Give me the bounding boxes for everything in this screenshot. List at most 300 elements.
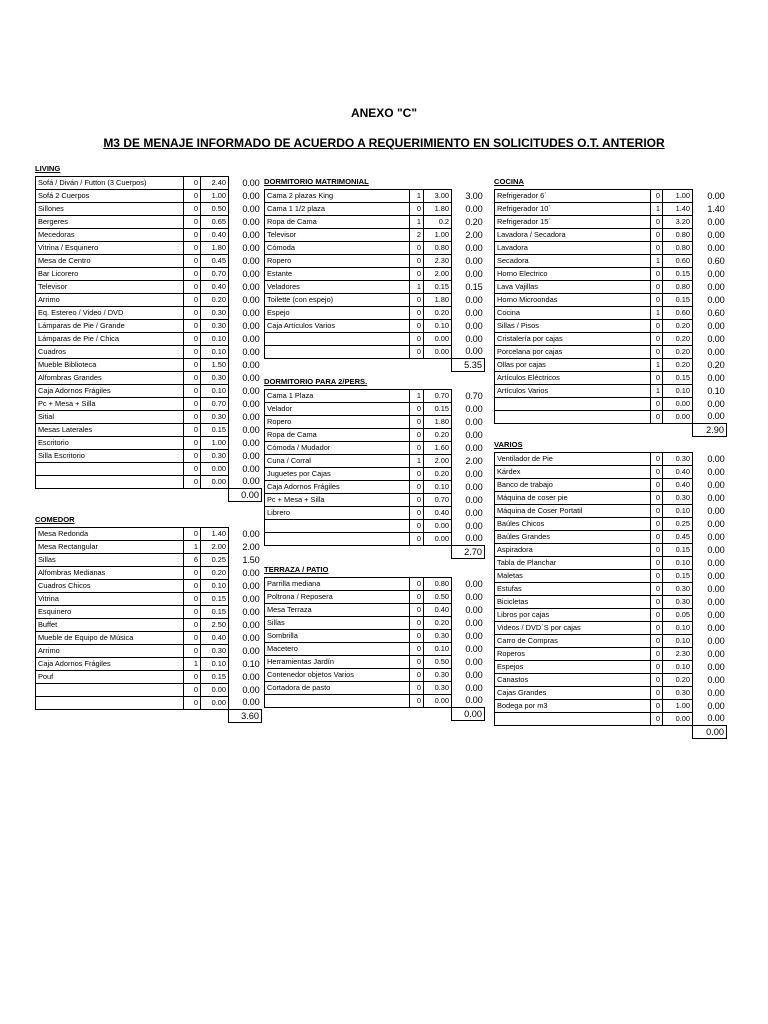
- item-total-m3: 0.00: [707, 570, 725, 581]
- item-unit-m3: 0.30: [663, 452, 693, 465]
- item-unit-m3: 0.40: [663, 478, 693, 491]
- item-name: Cuna / Corral: [265, 454, 410, 467]
- table-row: [495, 280, 727, 293]
- item-total-m3: 0.20: [707, 359, 725, 370]
- item-total-m3: 0.00: [242, 567, 260, 578]
- table-row: [265, 228, 485, 241]
- item-total-m3: 0.00: [465, 494, 483, 505]
- table-row: [495, 582, 727, 595]
- spacer: [36, 488, 229, 501]
- table-row: [265, 332, 485, 345]
- table-row: [36, 371, 262, 384]
- document-subtitle: M3 DE MENAJE INFORMADO DE ACUERDO A REQUERIMIENTO EN SOLICITUDES O.T. ANTERIOR: [103, 136, 665, 150]
- item-total-m3: 0.00: [242, 346, 260, 357]
- item-quantity: 0: [651, 634, 663, 647]
- item-name: Silla Escritorio: [36, 449, 184, 462]
- item-quantity: 0: [410, 532, 424, 545]
- item-quantity: 0: [651, 569, 663, 582]
- table-row: [36, 670, 262, 683]
- item-total-m3: 0.00: [707, 518, 725, 529]
- item-quantity: 0: [410, 306, 424, 319]
- table-row: [265, 577, 485, 590]
- item-quantity: 0: [184, 215, 201, 228]
- item-total-m3: 0.00: [465, 346, 483, 357]
- item-quantity: 0: [184, 683, 201, 696]
- table-row: [265, 241, 485, 254]
- item-name: Libros por cajas: [495, 608, 651, 621]
- item-quantity: 0: [410, 681, 424, 694]
- spacer: [265, 707, 452, 720]
- item-name: Lavadora / Secadora: [495, 228, 651, 241]
- table-cocina: [494, 189, 727, 437]
- item-quantity: 1: [184, 540, 201, 553]
- item-total-m3: 0.00: [465, 617, 483, 628]
- item-quantity: 0: [651, 491, 663, 504]
- item-quantity: 0: [410, 241, 424, 254]
- item-total-m3: 0.00: [242, 450, 260, 461]
- spacer: [495, 423, 693, 436]
- item-unit-m3: 0.80: [424, 241, 452, 254]
- item-unit-m3: 2.30: [424, 254, 452, 267]
- table-row: [495, 241, 727, 254]
- table-row: [495, 504, 727, 517]
- item-name: [36, 696, 184, 709]
- item-total-m3: 0.00: [242, 528, 260, 539]
- table-row: [265, 655, 485, 668]
- section-terraza: [264, 564, 485, 721]
- table-row: [265, 293, 485, 306]
- item-total-m3: 0.10: [707, 385, 725, 396]
- item-total-m3: 0.60: [707, 255, 725, 266]
- item-name: Cajas Grandes: [495, 686, 651, 699]
- item-unit-m3: 0.20: [424, 306, 452, 319]
- item-name: Arrimo: [36, 644, 184, 657]
- item-unit-m3: 2.00: [201, 540, 229, 553]
- item-unit-m3: 0.10: [424, 480, 452, 493]
- item-quantity: 0: [651, 608, 663, 621]
- item-name: Caja Adornos Frágiles: [265, 480, 410, 493]
- table-row: [495, 491, 727, 504]
- item-name: Librero: [265, 506, 410, 519]
- item-quantity: 0: [184, 202, 201, 215]
- item-name: Sofá / Diván / Futton (3 Cuerpos): [36, 176, 184, 189]
- table-row: [265, 532, 485, 545]
- item-quantity: 0: [410, 694, 424, 707]
- item-unit-m3: 0.40: [201, 631, 229, 644]
- item-unit-m3: 0.40: [424, 506, 452, 519]
- item-name: Mecedoras: [36, 228, 184, 241]
- table-row: [36, 449, 262, 462]
- item-name: Estufas: [495, 582, 651, 595]
- item-unit-m3: 0.00: [663, 397, 693, 410]
- item-name: Aspiradora: [495, 543, 651, 556]
- table-row: [36, 332, 262, 345]
- item-unit-m3: 0.45: [201, 254, 229, 267]
- item-quantity: 0: [184, 306, 201, 319]
- item-name: Ventilador de Pie: [495, 452, 651, 465]
- table-row: [36, 423, 262, 436]
- item-quantity: 0: [410, 402, 424, 415]
- item-name: Ropero: [265, 415, 410, 428]
- table-row: [495, 397, 727, 410]
- item-name: Kárdex: [495, 465, 651, 478]
- item-name: Refrigerador 10´: [495, 202, 651, 215]
- item-quantity: 2: [410, 228, 424, 241]
- item-quantity: 0: [184, 527, 201, 540]
- item-name: Mesa Terraza: [265, 603, 410, 616]
- item-total-m3: 0.00: [707, 687, 725, 698]
- item-name: Cristalería por cajas: [495, 332, 651, 345]
- item-total-m3: 0.00: [465, 656, 483, 667]
- item-name: [495, 410, 651, 423]
- table-row: [495, 608, 727, 621]
- item-quantity: 0: [184, 592, 201, 605]
- item-quantity: 0: [184, 605, 201, 618]
- item-total-m3: 0.00: [707, 190, 725, 201]
- item-name: Secadora: [495, 254, 651, 267]
- item-unit-m3: 0.30: [424, 629, 452, 642]
- section-title-dormitorio-2pers: DORMITORIO PARA 2/PERS.: [264, 377, 368, 386]
- item-unit-m3: 0.10: [201, 657, 229, 670]
- item-name: [265, 332, 410, 345]
- item-quantity: 1: [410, 454, 424, 467]
- item-name: Buffet: [36, 618, 184, 631]
- item-unit-m3: 0.70: [424, 389, 452, 402]
- item-quantity: 0: [184, 423, 201, 436]
- item-name: Máquina de Coser Portatil: [495, 504, 651, 517]
- item-quantity: 0: [651, 582, 663, 595]
- table-row: [495, 254, 727, 267]
- item-name: Bodega por m3: [495, 699, 651, 712]
- table-row: [265, 389, 485, 402]
- table-row: [36, 475, 262, 488]
- section-total: 0.00: [452, 707, 485, 720]
- item-name: Eq. Estereo / Video / DVD: [36, 306, 184, 319]
- item-quantity: 0: [184, 280, 201, 293]
- item-name: Cama 1 1/2 plaza: [265, 202, 410, 215]
- item-quantity: 0: [184, 696, 201, 709]
- item-quantity: 0: [651, 712, 663, 725]
- item-total-m3: 0.00: [465, 203, 483, 214]
- table-row: [495, 293, 727, 306]
- item-quantity: 0: [651, 543, 663, 556]
- item-total-m3: 0.00: [242, 580, 260, 591]
- item-unit-m3: 0.20: [201, 293, 229, 306]
- spacer: [36, 709, 229, 722]
- item-quantity: 0: [410, 467, 424, 480]
- item-total-m3: 0.60: [707, 307, 725, 318]
- table-row: [495, 647, 727, 660]
- item-unit-m3: 0.10: [663, 660, 693, 673]
- item-total-m3: 0.00: [707, 466, 725, 477]
- item-quantity: 0: [184, 293, 201, 306]
- item-name: [36, 475, 184, 488]
- item-total-m3: 0.00: [465, 604, 483, 615]
- item-total-m3: 0.00: [707, 648, 725, 659]
- item-name: Escritorio: [36, 436, 184, 449]
- item-total-m3: 0.00: [465, 429, 483, 440]
- table-row: [36, 306, 262, 319]
- item-name: Bergeres: [36, 215, 184, 228]
- item-quantity: 0: [184, 358, 201, 371]
- table-row: [495, 517, 727, 530]
- item-unit-m3: 0.30: [663, 686, 693, 699]
- item-total-m3: 0.00: [707, 411, 725, 422]
- item-total-m3: 0.00: [242, 684, 260, 695]
- item-quantity: 1: [410, 389, 424, 402]
- item-total-m3: 0.00: [707, 372, 725, 383]
- item-quantity: 1: [184, 657, 201, 670]
- item-name: Bar Licorero: [36, 267, 184, 280]
- section-total-row: [36, 709, 262, 722]
- item-name: Macetero: [265, 642, 410, 655]
- item-unit-m3: 0.00: [201, 475, 229, 488]
- item-quantity: 0: [410, 345, 424, 358]
- item-quantity: 0: [184, 475, 201, 488]
- item-unit-m3: 3.20: [663, 215, 693, 228]
- item-unit-m3: 0.15: [663, 371, 693, 384]
- item-name: Artículos Varios: [495, 384, 651, 397]
- item-name: Vitrina: [36, 592, 184, 605]
- section-title-cocina: COCINA: [494, 177, 524, 186]
- section-total: 0.00: [229, 488, 262, 501]
- item-total-m3: 0.00: [707, 268, 725, 279]
- item-name: Cortadora de pasto: [265, 681, 410, 694]
- item-total-m3: 0.00: [707, 609, 725, 620]
- item-total-m3: 3.00: [465, 190, 483, 201]
- item-name: Alfombras Medianas: [36, 566, 184, 579]
- item-unit-m3: 1.00: [201, 189, 229, 202]
- item-name: Tabla de Planchar: [495, 556, 651, 569]
- item-unit-m3: 0.30: [201, 449, 229, 462]
- table-row: [265, 603, 485, 616]
- table-row: [36, 358, 262, 371]
- item-unit-m3: 0.30: [663, 582, 693, 595]
- item-unit-m3: 0.2: [424, 215, 452, 228]
- table-row: [495, 543, 727, 556]
- item-total-m3: 0.00: [242, 229, 260, 240]
- item-quantity: 1: [651, 202, 663, 215]
- item-unit-m3: 0.15: [663, 293, 693, 306]
- item-unit-m3: 0.70: [424, 493, 452, 506]
- item-quantity: 0: [184, 254, 201, 267]
- item-unit-m3: 0.10: [201, 345, 229, 358]
- item-unit-m3: 0.00: [424, 532, 452, 545]
- table-row: [36, 176, 262, 189]
- item-name: Carro de Compras: [495, 634, 651, 647]
- section-varios: [494, 439, 727, 739]
- table-living: [35, 176, 262, 502]
- table-row: [265, 616, 485, 629]
- item-quantity: 0: [651, 319, 663, 332]
- table-row: [265, 402, 485, 415]
- item-name: Canastos: [495, 673, 651, 686]
- item-name: [495, 397, 651, 410]
- item-total-m3: 0.00: [465, 669, 483, 680]
- item-quantity: 0: [184, 345, 201, 358]
- item-unit-m3: 0.10: [201, 384, 229, 397]
- item-unit-m3: 0.10: [663, 556, 693, 569]
- item-total-m3: 0.00: [707, 661, 725, 672]
- item-unit-m3: 2.00: [424, 267, 452, 280]
- table-row: [265, 642, 485, 655]
- item-name: Contenedor objetos Varios: [265, 668, 410, 681]
- item-name: Ollas por cajas: [495, 358, 651, 371]
- item-quantity: 0: [651, 293, 663, 306]
- item-total-m3: 0.00: [242, 268, 260, 279]
- item-name: Cocina: [495, 306, 651, 319]
- item-unit-m3: 0.50: [201, 202, 229, 215]
- table-row: [265, 267, 485, 280]
- item-total-m3: 0.00: [242, 671, 260, 682]
- item-total-m3: 0.00: [707, 713, 725, 724]
- item-name: Alfombras Grandes: [36, 371, 184, 384]
- item-unit-m3: 0.10: [201, 332, 229, 345]
- item-unit-m3: 1.80: [424, 293, 452, 306]
- section-title-comedor: COMEDOR: [35, 515, 75, 524]
- item-name: Lava Vajillas: [495, 280, 651, 293]
- item-total-m3: 0.10: [242, 658, 260, 669]
- item-unit-m3: 0.15: [663, 267, 693, 280]
- section-total-row: [265, 358, 485, 371]
- table-row: [36, 462, 262, 475]
- item-total-m3: 2.00: [242, 541, 260, 552]
- item-total-m3: 0.00: [242, 606, 260, 617]
- item-unit-m3: 0.10: [663, 384, 693, 397]
- item-unit-m3: 0.00: [663, 410, 693, 423]
- table-row: [265, 215, 485, 228]
- item-unit-m3: 0.30: [201, 410, 229, 423]
- item-name: Artículos Eléctricos: [495, 371, 651, 384]
- item-quantity: 1: [410, 280, 424, 293]
- table-row: [36, 202, 262, 215]
- item-quantity: 0: [410, 590, 424, 603]
- table-row: [495, 673, 727, 686]
- item-name: Televisor: [36, 280, 184, 293]
- table-row: [36, 215, 262, 228]
- table-row: [265, 694, 485, 707]
- table-row: [36, 384, 262, 397]
- item-name: Sillas: [265, 616, 410, 629]
- item-name: Parrilla mediana: [265, 577, 410, 590]
- item-total-m3: 0.00: [465, 468, 483, 479]
- item-total-m3: 0.00: [707, 346, 725, 357]
- item-total-m3: 1.50: [242, 554, 260, 565]
- item-total-m3: 0.00: [242, 476, 260, 487]
- item-unit-m3: 0.50: [424, 590, 452, 603]
- section-title-varios: VARIOS: [494, 440, 523, 449]
- item-total-m3: 0.00: [465, 442, 483, 453]
- item-name: Ropa de Cama: [265, 428, 410, 441]
- table-row: [265, 681, 485, 694]
- table-row: [495, 621, 727, 634]
- item-total-m3: 0.00: [465, 591, 483, 602]
- item-unit-m3: 0.80: [663, 280, 693, 293]
- table-row: [495, 267, 727, 280]
- item-name: Horno Microondas: [495, 293, 651, 306]
- table-row: [265, 202, 485, 215]
- item-total-m3: 0.00: [242, 697, 260, 708]
- item-name: Cuadros: [36, 345, 184, 358]
- item-unit-m3: 1.80: [424, 202, 452, 215]
- item-total-m3: 0.00: [242, 216, 260, 227]
- item-quantity: 0: [651, 647, 663, 660]
- table-row: [495, 319, 727, 332]
- item-quantity: 0: [651, 452, 663, 465]
- item-quantity: 0: [410, 254, 424, 267]
- table-row: [265, 345, 485, 358]
- table-row: [495, 384, 727, 397]
- item-unit-m3: 0.25: [663, 517, 693, 530]
- item-quantity: 0: [410, 428, 424, 441]
- table-row: [36, 436, 262, 449]
- item-unit-m3: 1.80: [424, 415, 452, 428]
- item-quantity: 0: [651, 371, 663, 384]
- item-quantity: 0: [651, 621, 663, 634]
- table-row: [495, 699, 727, 712]
- item-total-m3: 0.00: [242, 333, 260, 344]
- table-row: [36, 631, 262, 644]
- item-total-m3: 0.15: [465, 281, 483, 292]
- item-total-m3: 0.00: [707, 700, 725, 711]
- item-unit-m3: 0.40: [424, 603, 452, 616]
- item-unit-m3: 2.50: [201, 618, 229, 631]
- item-quantity: 0: [184, 462, 201, 475]
- table-row: [36, 241, 262, 254]
- item-total-m3: 0.00: [707, 596, 725, 607]
- table-row: [495, 660, 727, 673]
- item-total-m3: 1.40: [707, 203, 725, 214]
- item-total-m3: 0.00: [465, 403, 483, 414]
- table-row: [36, 189, 262, 202]
- item-name: Cama 2 plazas King: [265, 189, 410, 202]
- item-total-m3: 0.00: [242, 255, 260, 266]
- item-name: Ropa de Cama: [265, 215, 410, 228]
- item-unit-m3: 2.00: [424, 454, 452, 467]
- item-name: Sillones: [36, 202, 184, 215]
- item-quantity: 0: [410, 293, 424, 306]
- item-total-m3: 0.00: [242, 372, 260, 383]
- item-unit-m3: 0.20: [663, 345, 693, 358]
- item-unit-m3: 0.15: [663, 569, 693, 582]
- item-unit-m3: 0.30: [663, 595, 693, 608]
- item-unit-m3: 0.45: [663, 530, 693, 543]
- item-total-m3: 0.00: [707, 398, 725, 409]
- item-total-m3: 0.00: [465, 255, 483, 266]
- table-row: [265, 306, 485, 319]
- item-total-m3: 0.00: [465, 268, 483, 279]
- spacer: [495, 725, 693, 738]
- item-total-m3: 0.00: [465, 507, 483, 518]
- table-row: [265, 319, 485, 332]
- item-name: Esquinero: [36, 605, 184, 618]
- item-total-m3: 0.00: [242, 294, 260, 305]
- item-quantity: 0: [184, 371, 201, 384]
- item-total-m3: 0.00: [465, 630, 483, 641]
- item-unit-m3: 0.15: [201, 423, 229, 436]
- table-row: [265, 480, 485, 493]
- item-unit-m3: 0.30: [201, 644, 229, 657]
- item-quantity: 1: [410, 189, 424, 202]
- item-name: [265, 694, 410, 707]
- item-total-m3: 0.00: [707, 294, 725, 305]
- item-unit-m3: 0.30: [201, 306, 229, 319]
- item-name: Sitial: [36, 410, 184, 423]
- item-unit-m3: 0.20: [424, 616, 452, 629]
- item-quantity: 0: [651, 189, 663, 202]
- item-quantity: 0: [651, 267, 663, 280]
- item-quantity: 1: [651, 254, 663, 267]
